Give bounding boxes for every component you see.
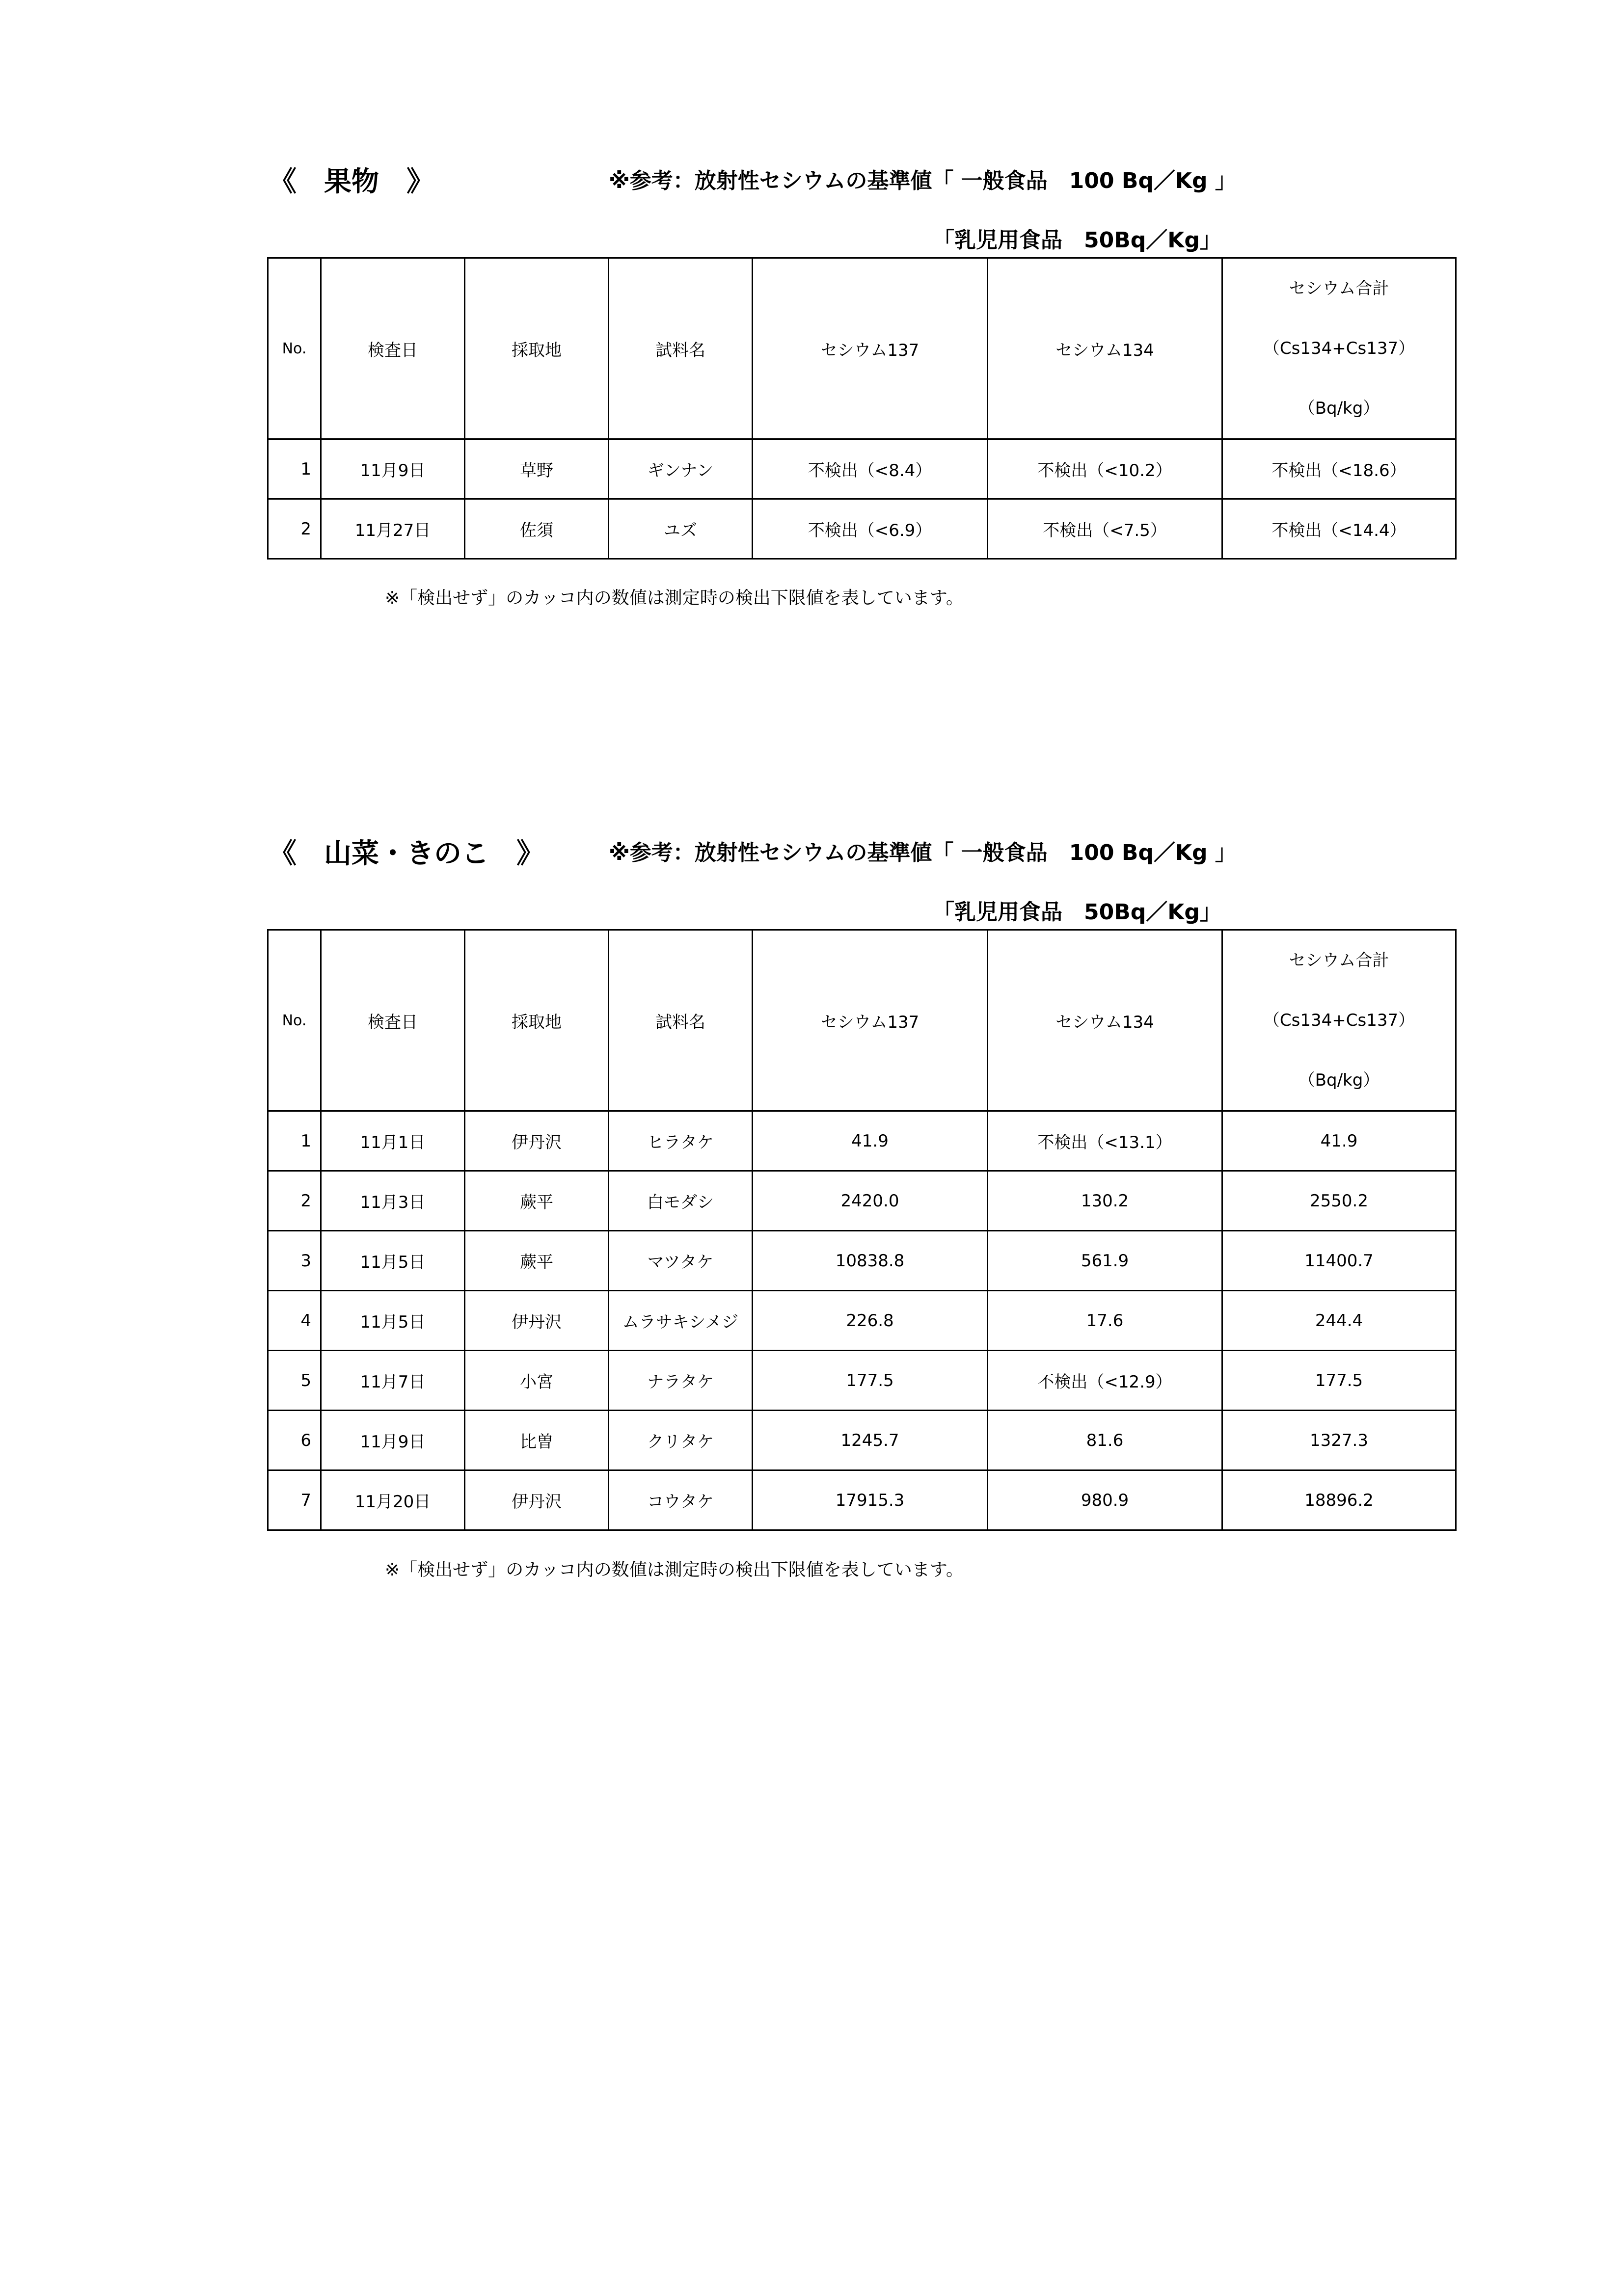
detection-limit-note: ※「検出せず」のカッコ内の数値は測定時の検出下限値を表しています。 (385, 588, 964, 608)
cell-cs137: 不検出（<8.4） (753, 439, 988, 499)
cell-date: 11月7日 (321, 1351, 465, 1411)
table-row (268, 1111, 1456, 1171)
cell-sample: ギンナン (609, 439, 753, 499)
cell-cs134: 561.9 (988, 1231, 1222, 1291)
cell-total: 244.4 (1222, 1291, 1456, 1351)
header-date: 検査日 (321, 258, 465, 439)
cell-date: 11月5日 (321, 1291, 465, 1351)
table-row (268, 1411, 1456, 1470)
cell-location: 伊丹沢 (465, 1291, 609, 1351)
cell-sample: 白モダシ (609, 1171, 753, 1231)
header-cs137: セシウム137 (753, 258, 988, 439)
header-date: 検査日 (321, 930, 465, 1111)
cell-cs134: 17.6 (988, 1291, 1222, 1351)
cell-no: 3 (268, 1231, 321, 1291)
header-cs134: セシウム134 (988, 258, 1222, 439)
cell-date: 11月20日 (321, 1470, 465, 1530)
header-sample: 試料名 (609, 258, 753, 439)
cell-total: 11400.7 (1222, 1231, 1456, 1291)
cell-cs137: 41.9 (753, 1111, 988, 1171)
cell-cs137: 2420.0 (753, 1171, 988, 1231)
header-total-line1: セシウム合計 (1289, 951, 1389, 970)
cell-cs137: 1245.7 (753, 1411, 988, 1470)
header-sample: 試料名 (609, 930, 753, 1111)
cell-total: 41.9 (1222, 1111, 1456, 1171)
cell-no: 2 (268, 499, 321, 559)
cell-cs137: 226.8 (753, 1291, 988, 1351)
cell-location: 佐須 (465, 499, 609, 559)
cell-no: 5 (268, 1351, 321, 1411)
cell-cs134: 不検出（<7.5） (988, 499, 1222, 559)
header-total (1222, 930, 1456, 1111)
reference-standard-infant: 「乳児用食品 50Bq／Kg」 (933, 228, 1221, 253)
header-cs134: セシウム134 (988, 930, 1222, 1111)
cell-total: 1327.3 (1222, 1411, 1456, 1470)
cell-total: 18896.2 (1222, 1470, 1456, 1530)
header-total-line1: セシウム合計 (1289, 279, 1389, 298)
cell-sample: ナラタケ (609, 1351, 753, 1411)
cell-total: 177.5 (1222, 1351, 1456, 1411)
cell-cs134: 不検出（<12.9） (988, 1351, 1222, 1411)
cell-location: 伊丹沢 (465, 1111, 609, 1171)
cell-cs134: 不検出（<13.1） (988, 1111, 1222, 1171)
table-row (268, 1470, 1456, 1530)
cell-total: 不検出（<18.6） (1222, 439, 1456, 499)
table-row (268, 499, 1456, 559)
header-no: No. (268, 258, 321, 439)
cell-date: 11月5日 (321, 1231, 465, 1291)
cell-cs137: 不検出（<6.9） (753, 499, 988, 559)
fruit-results-table (267, 257, 1457, 560)
cell-location: 草野 (465, 439, 609, 499)
table-header-row (268, 930, 1456, 1111)
cell-date: 11月9日 (321, 1411, 465, 1470)
cell-sample: ヒラタケ (609, 1111, 753, 1171)
cell-no: 7 (268, 1470, 321, 1530)
cell-cs134: 130.2 (988, 1171, 1222, 1231)
cell-cs134: 980.9 (988, 1470, 1222, 1530)
cell-no: 1 (268, 439, 321, 499)
header-total-line3: （Bq/kg） (1298, 1070, 1380, 1090)
cell-cs137: 177.5 (753, 1351, 988, 1411)
cell-total: 2550.2 (1222, 1171, 1456, 1231)
cell-no: 2 (268, 1171, 321, 1231)
header-location: 採取地 (465, 258, 609, 439)
header-total (1222, 258, 1456, 439)
header-location: 採取地 (465, 930, 609, 1111)
reference-standard-general: ※参考：放射性セシウムの基準値「 一般食品 100 Bq／Kg 」 (609, 840, 1237, 865)
detection-limit-note: ※「検出せず」のカッコ内の数値は測定時の検出下限値を表しています。 (385, 1560, 964, 1580)
section-title: 《 山菜・きのこ 》 (269, 838, 544, 870)
header-cs137: セシウム137 (753, 930, 988, 1111)
cell-sample: コウタケ (609, 1470, 753, 1530)
cell-location: 蕨平 (465, 1171, 609, 1231)
header-total-line3: （Bq/kg） (1298, 399, 1380, 418)
header-no: No. (268, 930, 321, 1111)
cell-total: 不検出（<14.4） (1222, 499, 1456, 559)
cell-cs134: 不検出（<10.2） (988, 439, 1222, 499)
reference-standard-infant: 「乳児用食品 50Bq／Kg」 (933, 900, 1221, 925)
cell-no: 6 (268, 1411, 321, 1470)
header-total-line2: （Cs134+Cs137） (1263, 1011, 1415, 1030)
cell-no: 1 (268, 1111, 321, 1171)
header-total-line2: （Cs134+Cs137） (1263, 339, 1415, 358)
cell-location: 比曽 (465, 1411, 609, 1470)
cell-location: 蕨平 (465, 1231, 609, 1291)
cell-date: 11月27日 (321, 499, 465, 559)
cell-location: 伊丹沢 (465, 1470, 609, 1530)
cell-date: 11月9日 (321, 439, 465, 499)
cell-cs134: 81.6 (988, 1411, 1222, 1470)
cell-cs137: 17915.3 (753, 1470, 988, 1530)
cell-sample: ムラサキシメジ (609, 1291, 753, 1351)
cell-sample: ユズ (609, 499, 753, 559)
cell-cs137: 10838.8 (753, 1231, 988, 1291)
table-row (268, 1351, 1456, 1411)
table-row (268, 1171, 1456, 1231)
reference-standard-general: ※参考：放射性セシウムの基準値「 一般食品 100 Bq／Kg 」 (609, 168, 1237, 193)
table-row (268, 1231, 1456, 1291)
table-row (268, 1291, 1456, 1351)
cell-sample: クリタケ (609, 1411, 753, 1470)
table-row (268, 439, 1456, 499)
cell-sample: マツタケ (609, 1231, 753, 1291)
section-title: 《 果物 》 (269, 166, 434, 198)
mushroom-results-table (267, 929, 1457, 1531)
table-header-row (268, 258, 1456, 439)
cell-no: 4 (268, 1291, 321, 1351)
cell-date: 11月3日 (321, 1171, 465, 1231)
cell-date: 11月1日 (321, 1111, 465, 1171)
cell-location: 小宮 (465, 1351, 609, 1411)
